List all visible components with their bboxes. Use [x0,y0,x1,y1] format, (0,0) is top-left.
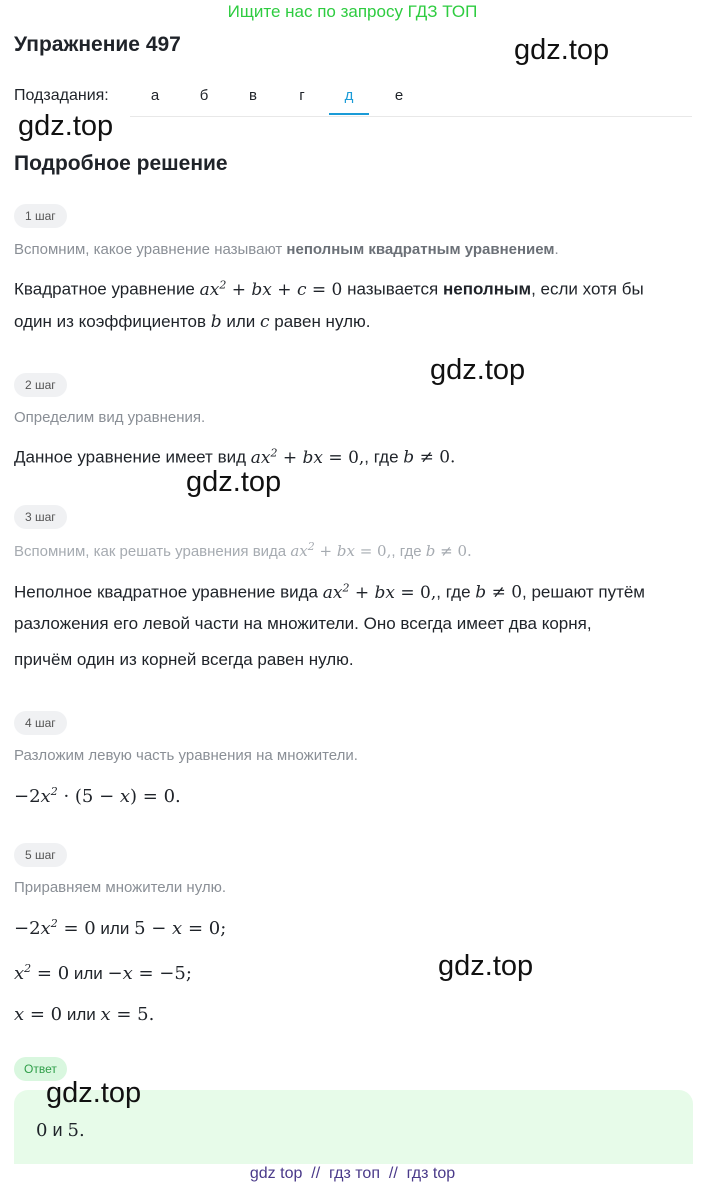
step-hint: Вспомним, как решать уравнения вида $ax^2$ + bx = 0,, где b ≠ 0. [14,540,472,560]
tab-b[interactable]: б [199,87,209,104]
step-text: один из коэффициентов b или c равен нулю. [14,312,371,332]
step-formula: $-2x^2 = 0$ или 5 − x = 0; [14,917,227,939]
step-formula: x = 0 или x = 5. [14,1004,155,1025]
step-text: разложения его левой части на множители. Оно всегда имеет два корня, [14,614,592,633]
step-badge: 1 шаг [14,204,67,228]
watermark: gdz.top [438,950,534,982]
watermark: gdz.top [186,466,282,498]
answer-badge: Ответ [14,1057,67,1081]
tab-v[interactable]: в [249,87,257,104]
step-text: Квадратное уравнение $ax^2$ + bx + c = 0 называется неполным, если хотя бы [14,278,644,300]
step-hint: Вспомним, какое уравнение называют неполным квадратным уравнением. [14,241,559,258]
step-hint: Определим вид уравнения. [14,409,206,426]
search-banner[interactable]: Ищите нас по запросу ГДЗ ТОП [227,2,478,21]
tab-e[interactable]: е [394,87,404,104]
step-hint: Разложим левую часть уравнения на множители. [14,747,358,764]
watermark: gdz.top [430,354,526,386]
step-formula: $-2x^2 \cdot (5 - x) = 0$. [14,785,181,807]
subtasks-tabs [130,78,692,117]
subtasks-label: Подзадания: [14,87,109,104]
section-title: Подробное решение [14,152,228,175]
step-badge: 4 шаг [14,711,67,735]
step-text: Данное уравнение имеет вид $ax^2$ + bx = 0,, где b ≠ 0. [14,446,456,468]
step-badge: 3 шаг [14,505,67,529]
answer-text: 0 и 5. [36,1120,85,1141]
step-hint: Приравняем множители нулю. [14,879,227,896]
step-badge: 5 шаг [14,843,67,867]
tab-a[interactable]: а [150,87,160,104]
footer-links[interactable]: gdz top // гдз топ // гдз top [249,1165,456,1182]
watermark: gdz.top [46,1077,142,1109]
watermark: gdz.top [18,110,114,142]
page-title: Упражнение 497 [14,33,181,56]
step-text: причём один из корней всегда равен нулю. [14,650,354,669]
tab-d-active[interactable]: д [329,78,369,115]
step-badge: 2 шаг [14,373,67,397]
tab-g[interactable]: г [299,87,305,104]
step-text: Неполное квадратное уравнение вида $ax^2$ + bx = 0,, где b ≠ 0, решают путём [14,581,645,603]
watermark: gdz.top [514,34,610,66]
step-formula: $x^2 = 0$ или −x = −5; [14,962,192,984]
